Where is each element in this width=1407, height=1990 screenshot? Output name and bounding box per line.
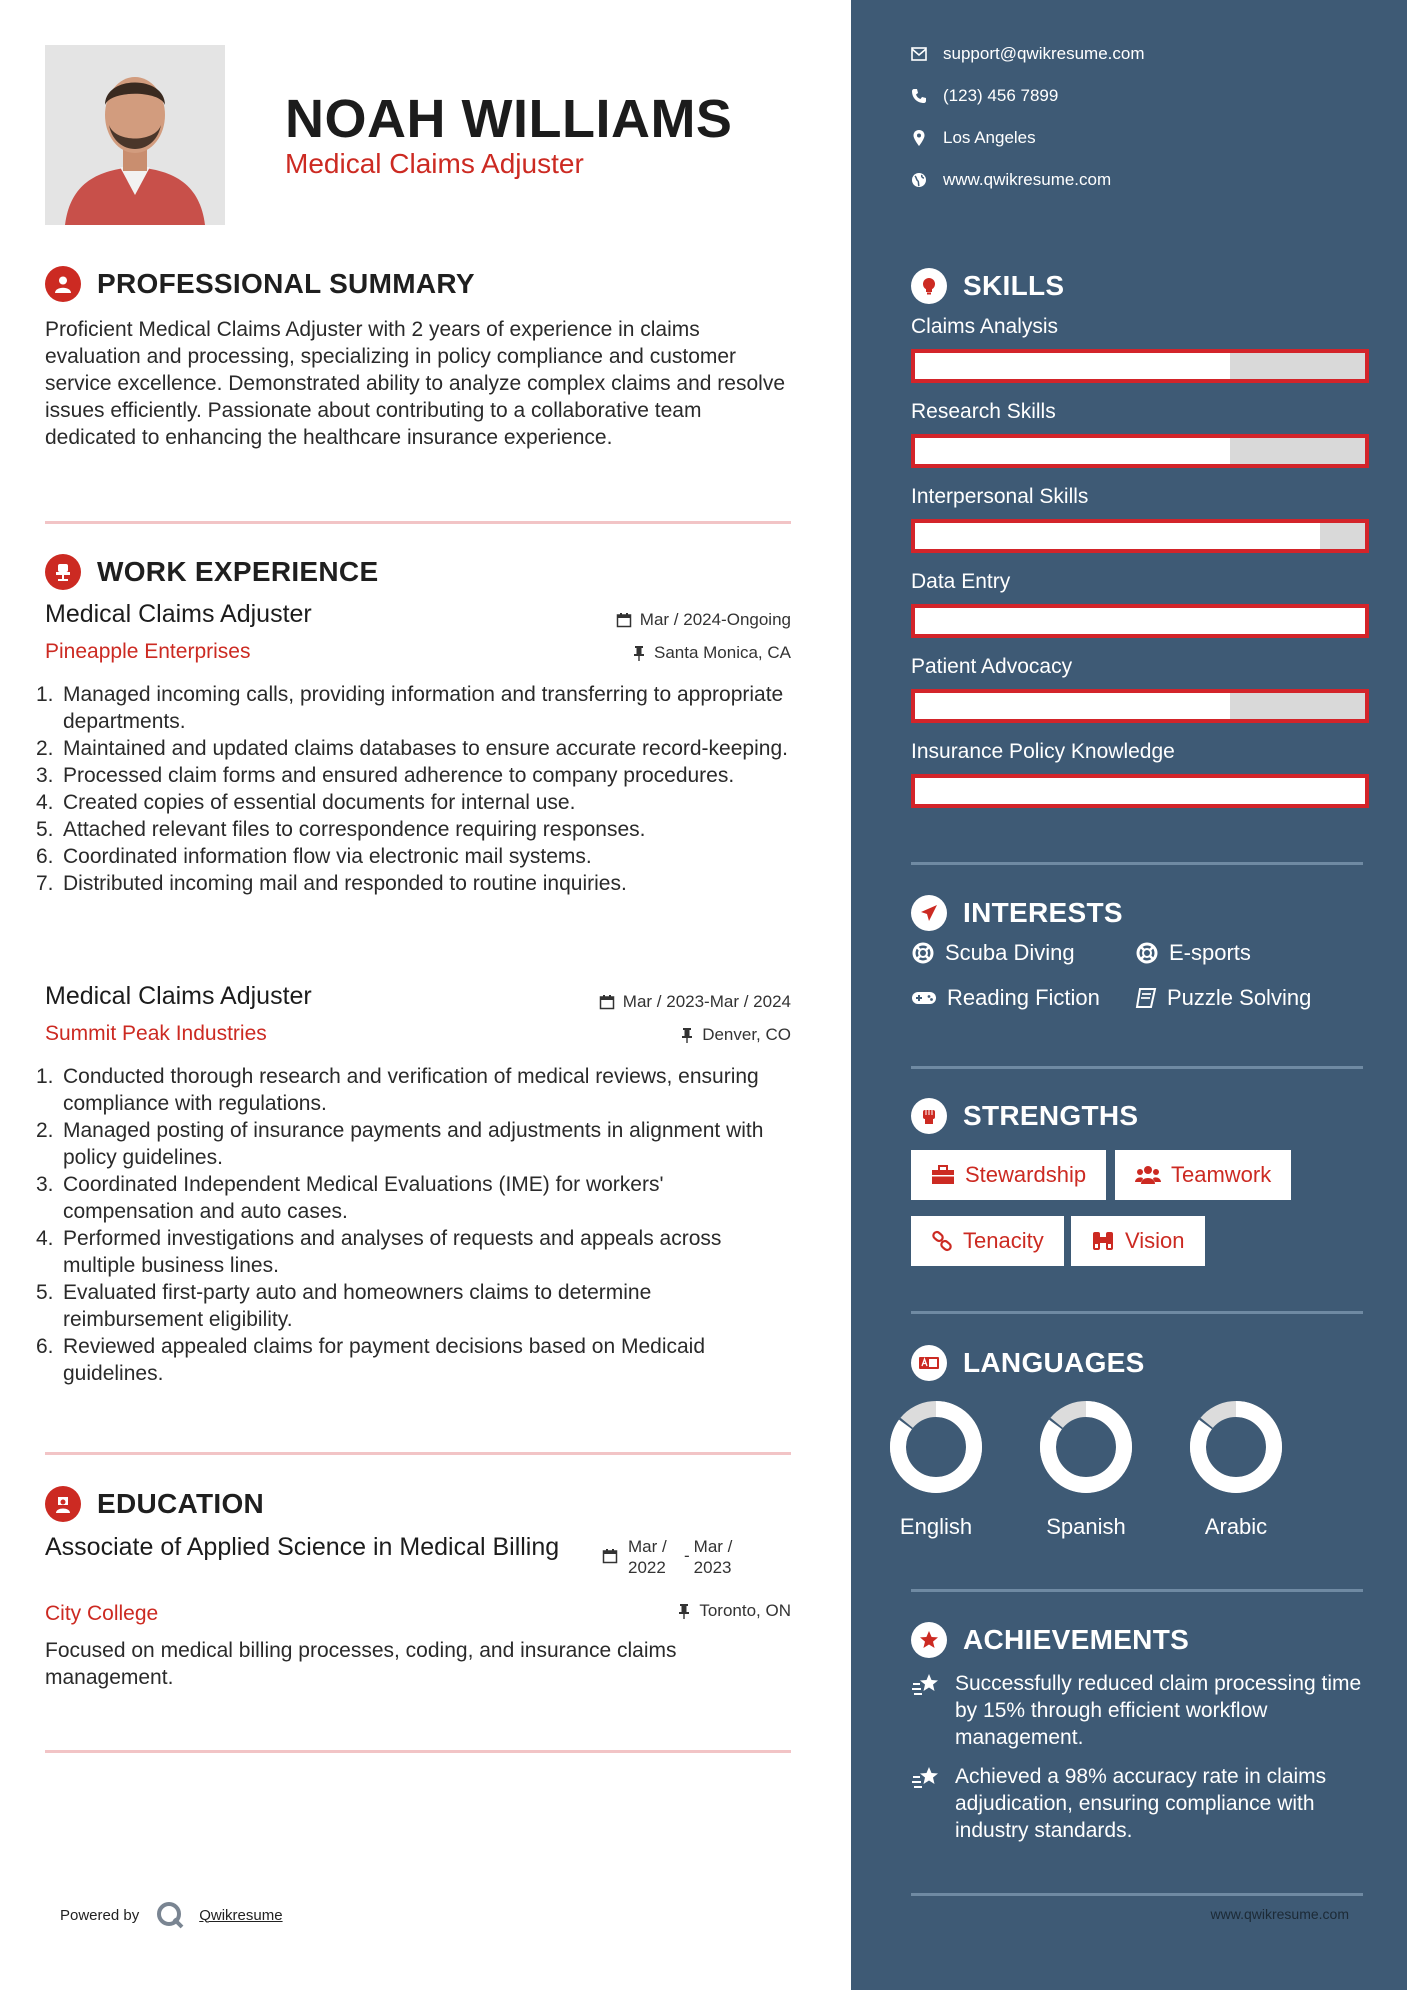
job-location: Santa Monica, CA	[632, 643, 791, 663]
list-item: 2. Managed posting of insurance payments and adjustments in alignment with policy guidelines.	[36, 1119, 764, 1169]
job-date: Mar / 2023-Mar / 2024	[599, 992, 791, 1012]
language-item	[1031, 1397, 1141, 1540]
strengths-heading	[911, 1098, 1138, 1134]
shooting-star-icon	[911, 1765, 941, 1791]
interest-item: Puzzle Solving	[1135, 985, 1311, 1011]
language-label: English	[899, 1514, 973, 1539]
qwikresume-link[interactable]: Qwikresume	[199, 1906, 283, 1924]
list-item: 6. Coordinated information flow via electronic mail systems.	[36, 845, 592, 868]
interest-item: Reading Fiction	[911, 985, 1100, 1011]
graduate-icon	[45, 1486, 81, 1522]
language-item	[1181, 1397, 1291, 1540]
list-item: 1. Managed incoming calls, providing information and transferring to appropriate departments.	[36, 683, 784, 733]
fist-icon	[911, 1098, 947, 1134]
language-item	[881, 1397, 991, 1540]
languages-title: LANGUAGES	[963, 1347, 1145, 1378]
language-label: Arabic	[1204, 1514, 1268, 1539]
powered-by-label: Powered by	[60, 1906, 140, 1924]
interest-item: E-sports	[1135, 940, 1251, 966]
powered-by	[60, 1900, 283, 1930]
experience-title: WORK EXPERIENCE	[97, 556, 379, 587]
education-dates	[602, 1536, 740, 1578]
list-item: 3. Coordinated Independent Medical Evaluations (IME) for workers' compensation and auto cases.	[36, 1173, 664, 1223]
footer-website[interactable]: www.qwikresume.com	[1210, 1906, 1349, 1922]
achievements-heading	[911, 1622, 1189, 1658]
language-ring	[1186, 1397, 1286, 1497]
language-ring	[1036, 1397, 1136, 1497]
skill-bar-fill	[915, 693, 1230, 719]
skill-bar-fill	[915, 778, 1365, 804]
list-item: 3. Processed claim forms and ensured adherence to company procedures.	[36, 764, 735, 787]
summary-text: Proficient Medical Claims Adjuster with 2 years of experience in claims evaluation and processing, specializing in policy compliance and customer service excellence. Demonstrated ability to analyze complex claims and resolve issues efficiently. Passionate about contributing to a collaborative team dedicated to enhancing the healthcare insurance experience.	[45, 318, 786, 449]
globe-icon	[911, 172, 927, 188]
skill-bar-fill	[915, 438, 1230, 464]
star-badge-icon	[911, 1622, 947, 1658]
skills-title: SKILLS	[963, 270, 1065, 301]
chair-icon	[45, 554, 81, 590]
education-start: Mar / 2022	[628, 1537, 667, 1577]
qwikresume-logo-icon	[155, 1900, 185, 1930]
section-divider	[45, 1750, 791, 1753]
gamepad-icon	[911, 988, 937, 1008]
sidebar	[851, 0, 1407, 1990]
user-icon	[45, 266, 81, 302]
interests-heading	[911, 895, 1123, 931]
binoculars-icon	[1091, 1230, 1115, 1252]
section-divider	[911, 1893, 1363, 1896]
education-title: EDUCATION	[97, 1488, 265, 1519]
language-ring	[886, 1397, 986, 1497]
skill-label: Research Skills	[911, 400, 1056, 423]
translate-icon	[911, 1345, 947, 1381]
paper-plane-icon	[911, 895, 947, 931]
lifebuoy-icon	[911, 941, 935, 965]
strength-badge: Teamwork	[1115, 1150, 1291, 1200]
skill-bar	[911, 604, 1369, 638]
skill-bar	[911, 349, 1369, 383]
section-divider	[911, 1311, 1363, 1314]
languages-heading	[911, 1345, 1145, 1381]
strength-badge: Tenacity	[911, 1216, 1064, 1266]
candidate-role: Medical Claims Adjuster	[285, 148, 584, 179]
skill-bar	[911, 519, 1369, 553]
pin-icon	[632, 645, 646, 661]
list-item: 4. Performed investigations and analyses of requests and appeals across multiple business lines.	[36, 1227, 722, 1277]
contact-website[interactable]: www.qwikresume.com	[911, 170, 1111, 190]
language-label: Spanish	[1046, 1514, 1126, 1539]
skill-label: Interpersonal Skills	[911, 485, 1089, 508]
job-responsibilities	[36, 1063, 796, 1387]
list-item: 6. Reviewed appealed claims for payment decisions based on Medicaid guidelines.	[36, 1335, 706, 1385]
job-location: Denver, CO	[680, 1025, 791, 1045]
achievements-title: ACHIEVEMENTS	[963, 1624, 1190, 1655]
section-divider	[911, 1066, 1363, 1069]
users-icon	[1135, 1165, 1161, 1185]
school-name: City College	[45, 1602, 159, 1625]
shooting-star-icon	[911, 1672, 941, 1698]
lightbulb-icon	[911, 268, 947, 304]
job-title: Medical Claims Adjuster	[45, 982, 312, 1010]
skill-bar	[911, 774, 1369, 808]
list-item: 4. Created copies of essential documents for internal use.	[36, 791, 576, 814]
list-item: 5. Attached relevant files to correspondence requiring responses.	[36, 818, 646, 841]
summary-heading	[45, 266, 475, 302]
interest-item: Scuba Diving	[911, 940, 1075, 966]
interests-title: INTERESTS	[963, 897, 1123, 928]
calendar-icon	[602, 1548, 618, 1564]
link-icon	[931, 1230, 953, 1252]
skill-label: Patient Advocacy	[911, 655, 1073, 678]
skill-label: Data Entry	[911, 570, 1011, 593]
achievement-item: Successfully reduced claim processing time by 15% through efficient workflow management.	[911, 1670, 1371, 1751]
contact-email[interactable]: support@qwikresume.com	[911, 44, 1145, 64]
pin-icon	[680, 1027, 694, 1043]
section-divider	[911, 1589, 1363, 1592]
degree-title: Associate of Applied Science in Medical Billing	[45, 1533, 560, 1561]
experience-heading	[45, 554, 378, 590]
contact-phone[interactable]: (123) 456 7899	[911, 86, 1058, 106]
achievement-item: Achieved a 98% accuracy rate in claims adjudication, ensuring compliance with industry standards.	[911, 1763, 1371, 1844]
education-end: Mar / 2023	[693, 1537, 733, 1577]
skill-label: Claims Analysis	[911, 315, 1059, 338]
education-location: Toronto, ON	[677, 1601, 791, 1621]
education-description: Focused on medical billing processes, coding, and insurance claims management.	[45, 1639, 677, 1689]
skill-label: Insurance Policy Knowledge	[911, 740, 1175, 763]
map-pin-icon	[911, 129, 927, 147]
envelope-icon	[911, 47, 927, 61]
job-title: Medical Claims Adjuster	[45, 600, 312, 628]
skill-bar-fill	[915, 608, 1365, 634]
phone-icon	[911, 88, 927, 104]
calendar-icon	[616, 612, 632, 628]
section-divider	[911, 862, 1363, 865]
list-item: 7. Distributed incoming mail and responded to routine inquiries.	[36, 872, 627, 895]
section-divider	[45, 521, 791, 524]
skill-bar	[911, 434, 1369, 468]
briefcase-icon	[931, 1165, 955, 1185]
book-icon	[1135, 987, 1157, 1009]
strength-badge: Vision	[1071, 1216, 1205, 1266]
summary-title: PROFESSIONAL SUMMARY	[97, 268, 475, 299]
education-date-separator: -	[684, 1546, 690, 1565]
contact-location: Los Angeles	[911, 128, 1036, 148]
pin-icon	[677, 1603, 691, 1619]
lifebuoy-icon	[1135, 941, 1159, 965]
profile-photo	[45, 45, 225, 225]
skill-bar	[911, 689, 1369, 723]
skill-bar-fill	[915, 523, 1320, 549]
job-date: Mar / 2024-Ongoing	[616, 610, 791, 630]
job-responsibilities	[36, 681, 796, 897]
company-name: Summit Peak Industries	[45, 1022, 267, 1045]
strengths-title: STRENGTHS	[963, 1100, 1139, 1131]
list-item: 5. Evaluated first-party auto and homeowners claims to determine reimbursement eligibility.	[36, 1281, 652, 1331]
skills-heading	[911, 268, 1064, 304]
calendar-icon	[599, 994, 615, 1010]
skill-bar-fill	[915, 353, 1230, 379]
list-item: 2. Maintained and updated claims databases to ensure accurate record-keeping.	[36, 737, 788, 760]
company-name: Pineapple Enterprises	[45, 640, 251, 663]
section-divider	[45, 1452, 791, 1455]
strength-badge: Stewardship	[911, 1150, 1106, 1200]
candidate-name: NOAH WILLIAMS	[285, 89, 733, 149]
education-heading	[45, 1486, 264, 1522]
list-item: 1. Conducted thorough research and verification of medical reviews, ensuring compliance with regulations.	[36, 1065, 759, 1115]
